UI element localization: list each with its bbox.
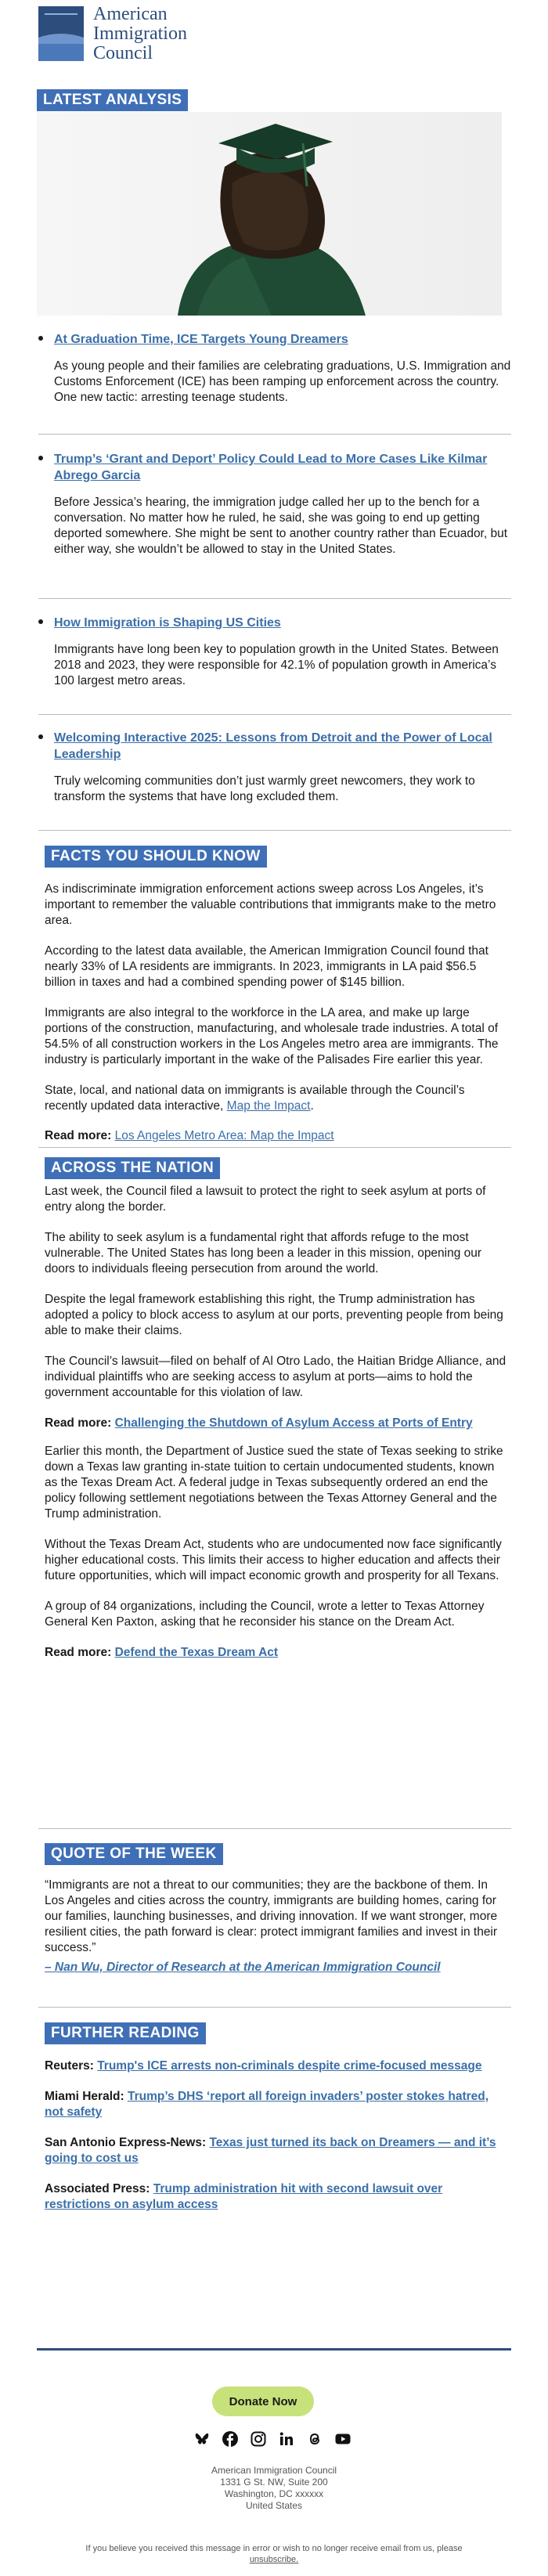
article-summary: Truly welcoming communities don’t just warmly greet newcomers, they work to transform the systems that have long excluded them. [54,774,475,803]
facts-section [45,846,507,1156]
unsubscribe-link[interactable]: unsubscribe. [249,2555,299,2564]
read-more-label: Read more: [45,1129,115,1142]
unsubscribe-text: If you believe you received this message in error or wish to no longer receive email from us, please [85,2544,463,2553]
source-name: San Antonio Express-News: [45,2136,210,2149]
facts-paragraph: According to the latest data available, the American Immigration Council found that nearly 33% of LA residents are immigrants. In 2023, immigrants in LA paid $56.5 billion in taxes and had a combined spending power of $145 billion. [45,944,489,989]
article-item [37,730,511,805]
source-name: Miami Herald: [45,2090,128,2103]
latest-analysis-badge: LATEST ANALYSIS [37,89,188,111]
article-summary: Immigrants have long been key to population growth in the United States. Between 2018 and 2023, they were responsible for 42.1% of population growth in America’s 100 largest metro areas. [54,643,499,687]
further-reading-link[interactable]: Trump’s DHS ‘report all foreign invaders’ poster stokes hatred, not safety [45,2090,489,2119]
divider [38,830,511,831]
bluesky-icon[interactable] [193,2430,211,2448]
article-title-link[interactable]: How Immigration is Shaping US Cities [54,616,281,630]
further-reading-link[interactable]: Trump's ICE arrests non-criminals despite crime-focused message [97,2059,482,2073]
quote-text: “Immigrants are not a threat to our communities; they are the backbone of them. In Los Angeles and cities across the country, immigrants are building homes, caring for our families, launching businesses, and driving innovation. If we want stronger, more resilient cities, the path forward is clear: protect immigrant families and invest in their success.” [45,1878,498,1954]
further-reading-item [45,2089,507,2120]
divider [38,1828,511,1829]
facts-paragraph: Immigrants are also integral to the workforce in the LA area, and make up large portions of the construction, manufacturing, and wholesale trade industries. A total of 54.5% of all construction workers in the Los Angeles metro area are immigrants. The industry is particularly important in the wake of the Palisades Fire earlier this year. [45,1006,499,1066]
facts-read-more [45,1128,507,1144]
further-reading-item [45,2135,507,2167]
map-the-impact-link[interactable]: Map the Impact [226,1099,311,1113]
further-reading-section [45,2022,507,2225]
facebook-icon[interactable] [222,2430,239,2448]
nation-read-more [45,1416,507,1431]
divider [38,1147,511,1148]
nation-paragraph: Despite the legal framework establishing this right, the Trump administration has adopted a policy to block access to asylum at our ports, preventing people from being able to make their claims. [45,1293,503,1337]
read-more-link[interactable]: Los Angeles Metro Area: Map the Impact [114,1129,334,1142]
instagram-icon[interactable] [250,2430,267,2448]
further-reading-item [45,2181,507,2213]
read-more-link[interactable]: Defend the Texas Dream Act [114,1645,279,1659]
article-summary: As young people and their families are celebrating graduations, U.S. Immigration and Customs Enforcement (ICE) has been ramping up enforcement across the country. One new tactic: arresting teenage students. [54,359,511,404]
nation-paragraph: The Council’s lawsuit—filed on behalf of Al Otro Lado, the Haitian Bridge Alliance, and individual plaintiffs who are seeking access to asylum at ports—aims to hold the government accountable for this violation of law. [45,1355,507,1399]
brand-name [93,5,187,63]
quote-attribution [45,1960,507,1975]
bullet [38,336,43,341]
quote-badge: QUOTE OF THE WEEK [45,1843,223,1865]
nation-paragraph: A group of 84 organizations, including the Council, wrote a letter to Texas Attorney General Ken Paxton, asking that he reconsider his stance on the Dream Act. [45,1599,485,1629]
article-item [37,331,511,406]
bullet [38,456,43,460]
article-title-link[interactable]: Trump’s ‘Grant and Deport’ Policy Could Lead to More Cases Like Kilmar Abrego Garcia [54,453,488,482]
footer-org: American Immigration Council [211,2465,337,2476]
footer-rule [37,2348,511,2351]
brand-logo[interactable] [38,3,187,64]
source-name: Reuters: [45,2059,98,2073]
linkedin-icon[interactable] [278,2430,295,2448]
divider [38,598,511,599]
facts-p4-text: State, local, and national data on immigrants is available through the Council’s recently updated data interactive, [45,1084,465,1113]
footer-address [0,2465,548,2512]
further-reading-link[interactable]: Texas just turned its back on Dreamers — and it’s going to cost us [45,2136,496,2165]
nation-badge: ACROSS THE NATION [45,1157,220,1179]
divider [38,714,511,715]
footer-address-line: 1331 G St. NW, Suite 200 [220,2477,328,2488]
nation-section [45,1157,507,1672]
read-more-link[interactable]: Challenging the Shutdown of Asylum Access at Ports of Entry [114,1416,473,1430]
bullet [38,734,43,739]
article-title-link[interactable]: At Graduation Time, ICE Targets Young Dreamers [54,333,348,346]
nation-read-more [45,1645,507,1661]
unsubscribe-notice [0,2543,548,2565]
source-name: Associated Press: [45,2182,153,2195]
brand-line-2: Immigration [93,23,187,44]
facts-badge: FACTS YOU SHOULD KNOW [45,846,267,868]
divider [38,2007,511,2008]
logo-mark-icon [38,6,84,61]
nation-paragraph: Last week, the Council filed a lawsuit to protect the right to seek asylum at ports of entry along the border. [45,1185,486,1214]
facts-paragraph: As indiscriminate immigration enforcement actions sweep across Los Angeles, it’s important to remember the valuable contributions that immigrants make to the metro area. [45,882,496,927]
facts-paragraph [45,1083,507,1114]
hero-image[interactable] [37,112,502,316]
bullet [38,619,43,624]
latest-analysis-header [37,89,188,111]
nation-paragraph: Earlier this month, the Department of Justice sued the state of Texas seeking to strike down a Texas law granting in-state tuition to certain undocumented students, known as the Texas Dream Act. A federal judge in Texas subsequently ordered an end the policy following settlement negotiations between the Texas Attorney General and the Trump administration. [45,1444,503,1521]
social-links [193,2430,352,2448]
facts-p4-end: . [310,1099,314,1113]
quote-section [45,1843,507,1975]
quote-attribution-link[interactable]: – Nan Wu, Director of Research at the American Immigration Council [45,1961,441,1974]
further-reading-item [45,2058,507,2074]
youtube-icon[interactable] [334,2430,352,2448]
divider [38,434,511,435]
donate-button[interactable]: Donate Now [212,2387,314,2416]
brand-line-1: American [93,3,168,24]
article-title-link[interactable]: Welcoming Interactive 2025: Lessons from Detroit and the Power of Local Leadership [54,731,492,761]
footer-address-line: Washington, DC xxxxxx [224,2488,324,2499]
nation-paragraph: The ability to seek asylum is a fundamental right that affords refuge to the most vulnerable. The United States has long been a leader in this mission, opening our doors to individuals fleeing persecution from around the world. [45,1231,482,1275]
further-reading-link[interactable]: Trump administration hit with second lawsuit over restrictions on asylum access [45,2182,443,2211]
read-more-label: Read more: [45,1645,115,1659]
footer-country: United States [245,2500,303,2511]
article-item [37,451,511,557]
article-item [37,615,511,689]
nation-paragraph: Without the Texas Dream Act, students who are undocumented now face significantly higher educational costs. This limits their access to higher education and affects their future opportunities, which will impact economic growth and prosperity for all Texans. [45,1537,502,1582]
threads-icon[interactable] [306,2430,323,2448]
article-summary: Before Jessica’s hearing, the immigration judge called her up to the bench for a conversation. No matter how he ruled, he said, she was going to end up getting deported somewhere. She might be sent to another country rather than Ecuador, but either way, she wouldn’t be allowed to stay in the United States. [54,496,508,556]
brand-line-3: Council [93,42,153,63]
read-more-label: Read more: [45,1416,115,1430]
further-reading-badge: FURTHER READING [45,2022,206,2044]
